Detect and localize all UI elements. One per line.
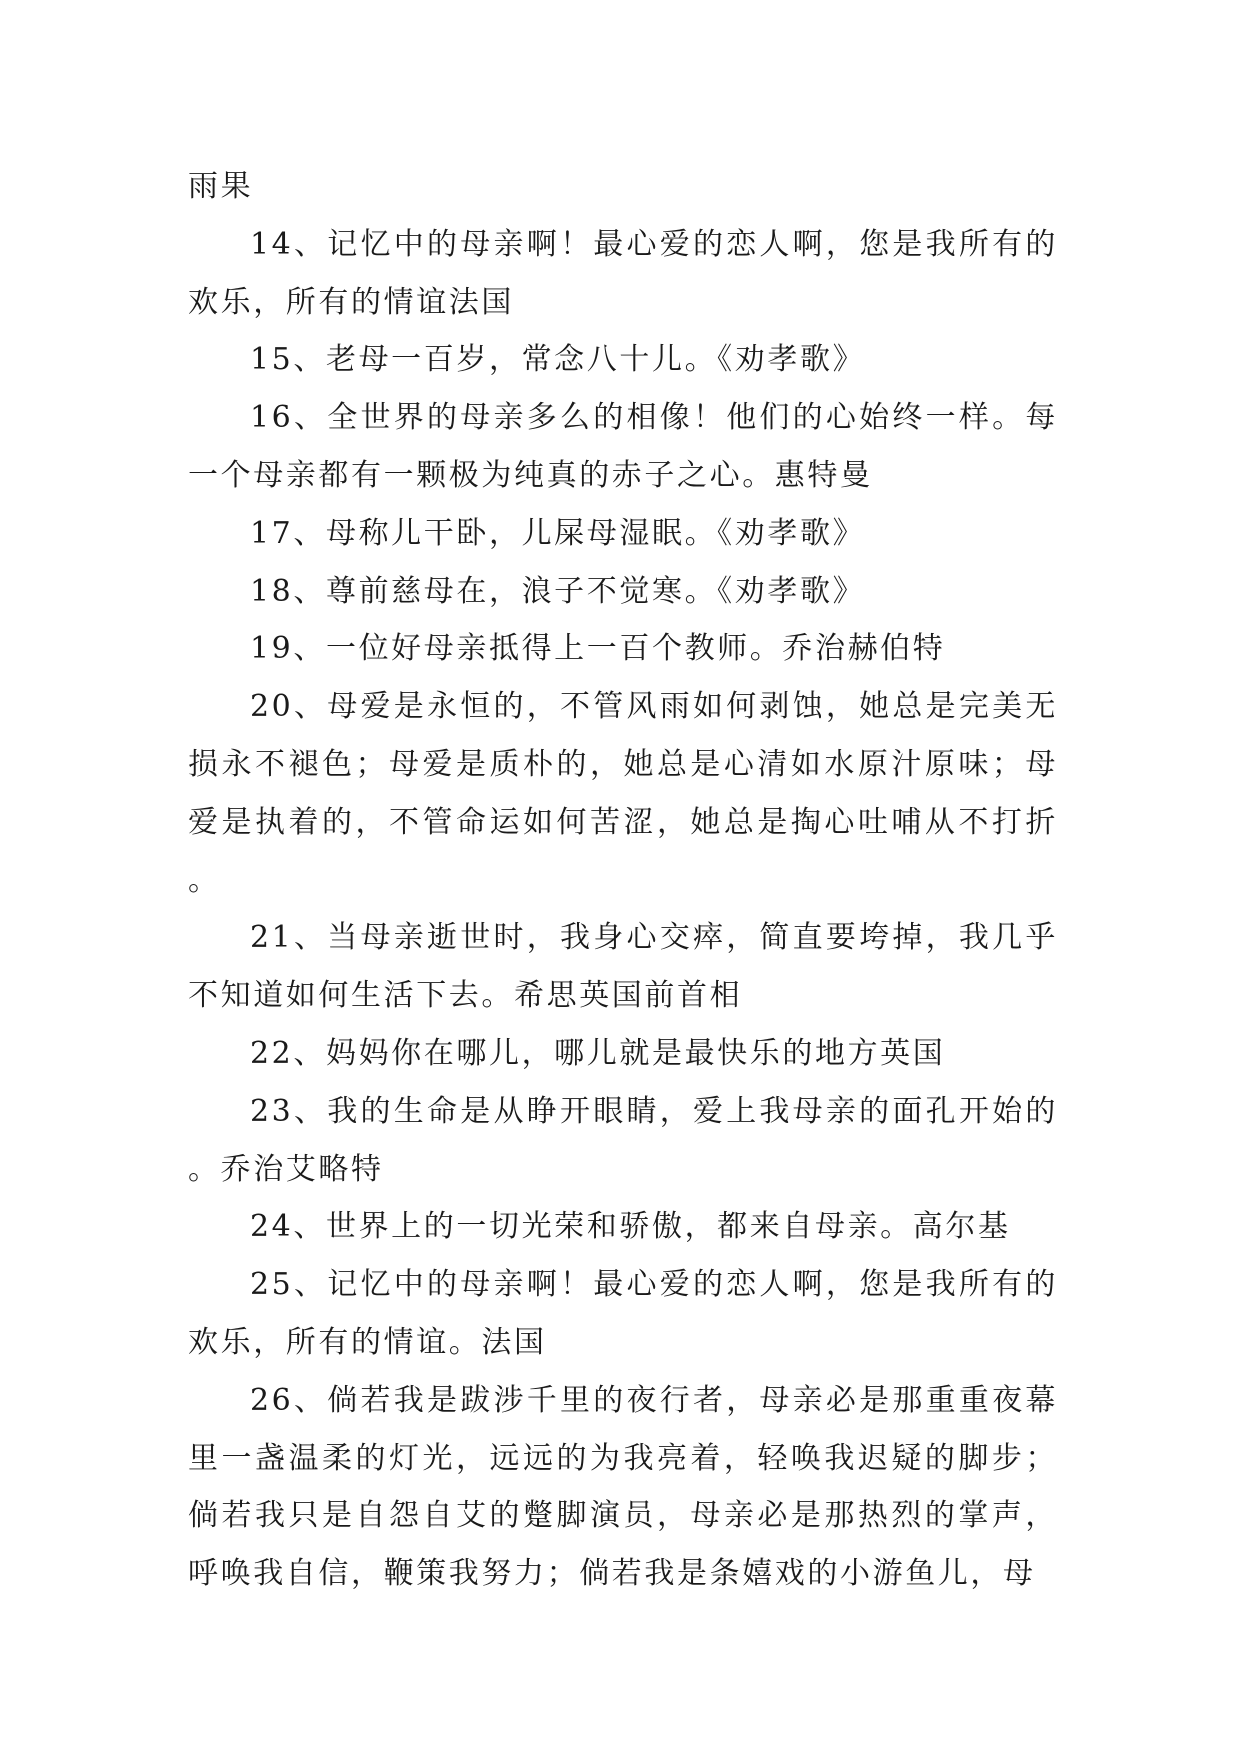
paragraph-quote-24: 24、世界上的一切光荣和骄傲，都来自母亲。高尔基 [250,1209,1011,1245]
paragraph-quote-19: 19、一位好母亲抵得上一百个教师。乔治赫伯特 [250,631,946,667]
paragraph-quote-23: 23、我的生命是从睁开眼睛，爱上我母亲的面孔开始的。乔治艾略特 [188,1093,1058,1187]
paragraph-quote-16: 16、全世界的母亲多么的相像！他们的心始终一样。每一个母亲都有一颗极为纯真的赤子之心。惠特曼 [188,400,1058,493]
paragraph-quote-18: 18、尊前慈母在，浪子不觉寒。《劝孝歌》 [250,573,866,609]
paragraph-quote-17: 17、母称儿干卧，儿屎母湿眠。《劝孝歌》 [250,515,866,551]
paragraph-quote-22: 22、妈妈你在哪儿，哪儿就是最快乐的地方英国 [250,1035,946,1071]
paragraph-quote-14: 14、记忆中的母亲啊！最心爱的恋人啊，您是我所有的欢乐，所有的情谊法国 [188,226,1058,320]
paragraph-quote-26: 26、倘若我是跋涉千里的夜行者，母亲必是那重重夜幕里一盏温柔的灯光，远远的为我亮着，轻唤我迟疑的脚步；倘若我只是自怨自艾的蹩脚演员，母亲必是那热烈的掌声，呼唤我自信，鞭策我努力；倘若我是条嬉戏的小游鱼儿，母 [188,1382,1058,1592]
document-body [188,158,1058,1603]
paragraph-quote-25: 25、记忆中的母亲啊！最心爱的恋人啊，您是我所有的欢乐，所有的情谊。法国 [188,1267,1058,1360]
paragraph-quote-15: 15、老母一百岁，常念八十儿。《劝孝歌》 [250,342,866,378]
paragraph-quote-20: 20、母爱是永恒的，不管风雨如何剥蚀，她总是完美无损永不褪色；母爱是质朴的，她总是心清如水原汁原味；母爱是执着的，不管命运如何苦涩，她总是掏心吐哺从不打折。 [188,689,1058,898]
paragraph-quote-21: 21、当母亲逝世时，我身心交瘁，简直要垮掉，我几乎不知道如何生活下去。希思英国前首相 [188,920,1058,1014]
paragraph-continuation: 雨果 [188,169,254,204]
